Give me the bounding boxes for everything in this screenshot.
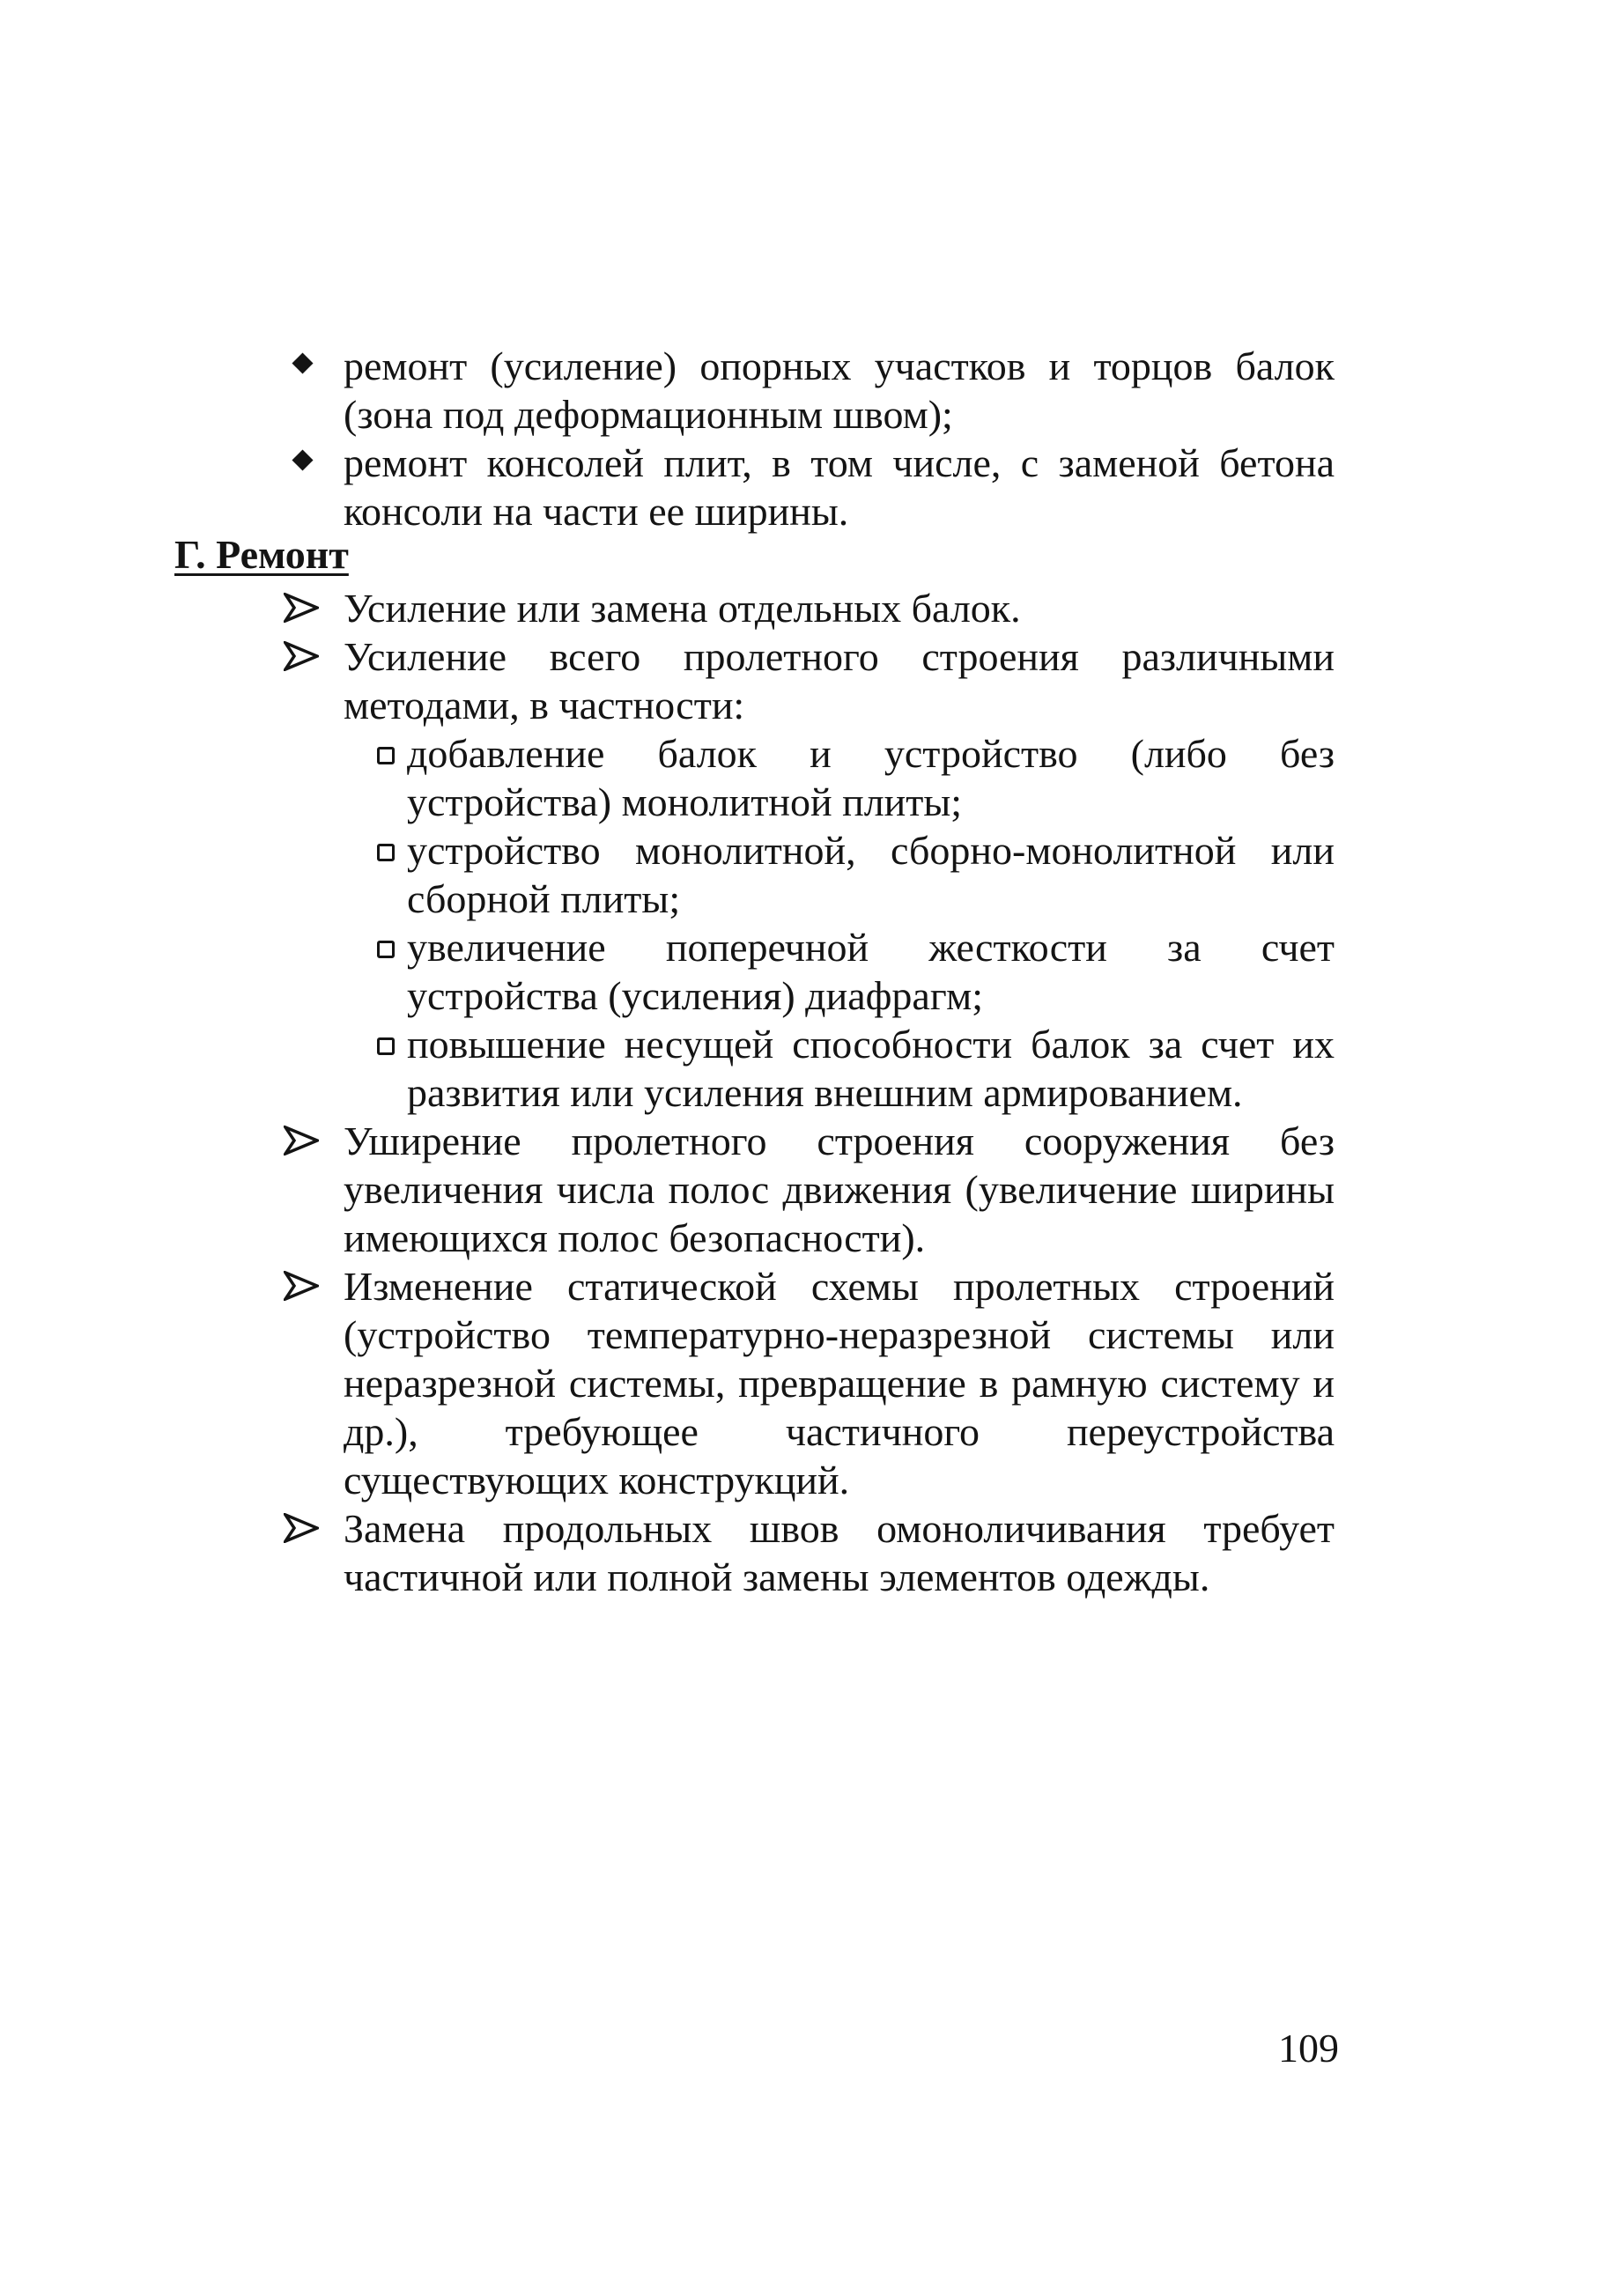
arrow-bullet-icon (284, 1126, 319, 1155)
arrow-item-text: Уширение пролетного строения сооружения без увеличения числа полос движения (увеличение ширины имеющихся полос безопасности). (344, 1118, 1335, 1260)
sub-item-text: устройство монолитной, сборно-монолитной или сборной плиты; (407, 828, 1335, 921)
sub-item-text: добавление балок и устройство (либо без устройства) монолитной плиты; (407, 731, 1335, 824)
checkbox-square-icon (377, 747, 395, 764)
bullet-text: ремонт (усиление) опорных участков и торцов балок (зона под деформационным швом); (344, 343, 1335, 437)
bullet-text: ремонт консолей плит, в том числе, с заменой бетона консоли на части ее ширины. (344, 440, 1335, 534)
arrow-bullet-icon (284, 1513, 319, 1543)
diamond-bullet-icon (292, 449, 313, 470)
arrow-item-text: Изменение статической схемы пролетных строений (устройство температурно-неразрезной системы или неразрезной системы, превращение в рамную систему и др.), требующее частичного переустройства существующих конструкций. (344, 1264, 1335, 1502)
checkbox-square-icon (377, 941, 395, 958)
page-number: 109 (1278, 2026, 1339, 2071)
arrow-item-text: Усиление или замена отдельных балок. (344, 586, 1021, 631)
checkbox-square-icon (377, 1037, 395, 1055)
arrow-bullet-icon (284, 593, 319, 623)
section-heading: Г. Ремонт (174, 532, 349, 577)
arrow-item-text: Замена продольных швов омоноличивания требует частичной или полной замены элементов одежды. (344, 1506, 1335, 1599)
arrow-bullet-icon (284, 641, 319, 671)
arrow-bullet-icon (284, 1271, 319, 1301)
sub-item-text: увеличение поперечной жесткости за счет устройства (усиления) диафрагм; (407, 925, 1335, 1018)
diamond-bullet-icon (292, 352, 313, 373)
sub-item-text: повышение несущей способности балок за счет их развития или усиления внешним армированием. (407, 1022, 1335, 1115)
checkbox-square-icon (377, 844, 395, 861)
arrow-item-text: Усиление всего пролетного строения различными методами, в частности: (344, 634, 1335, 727)
